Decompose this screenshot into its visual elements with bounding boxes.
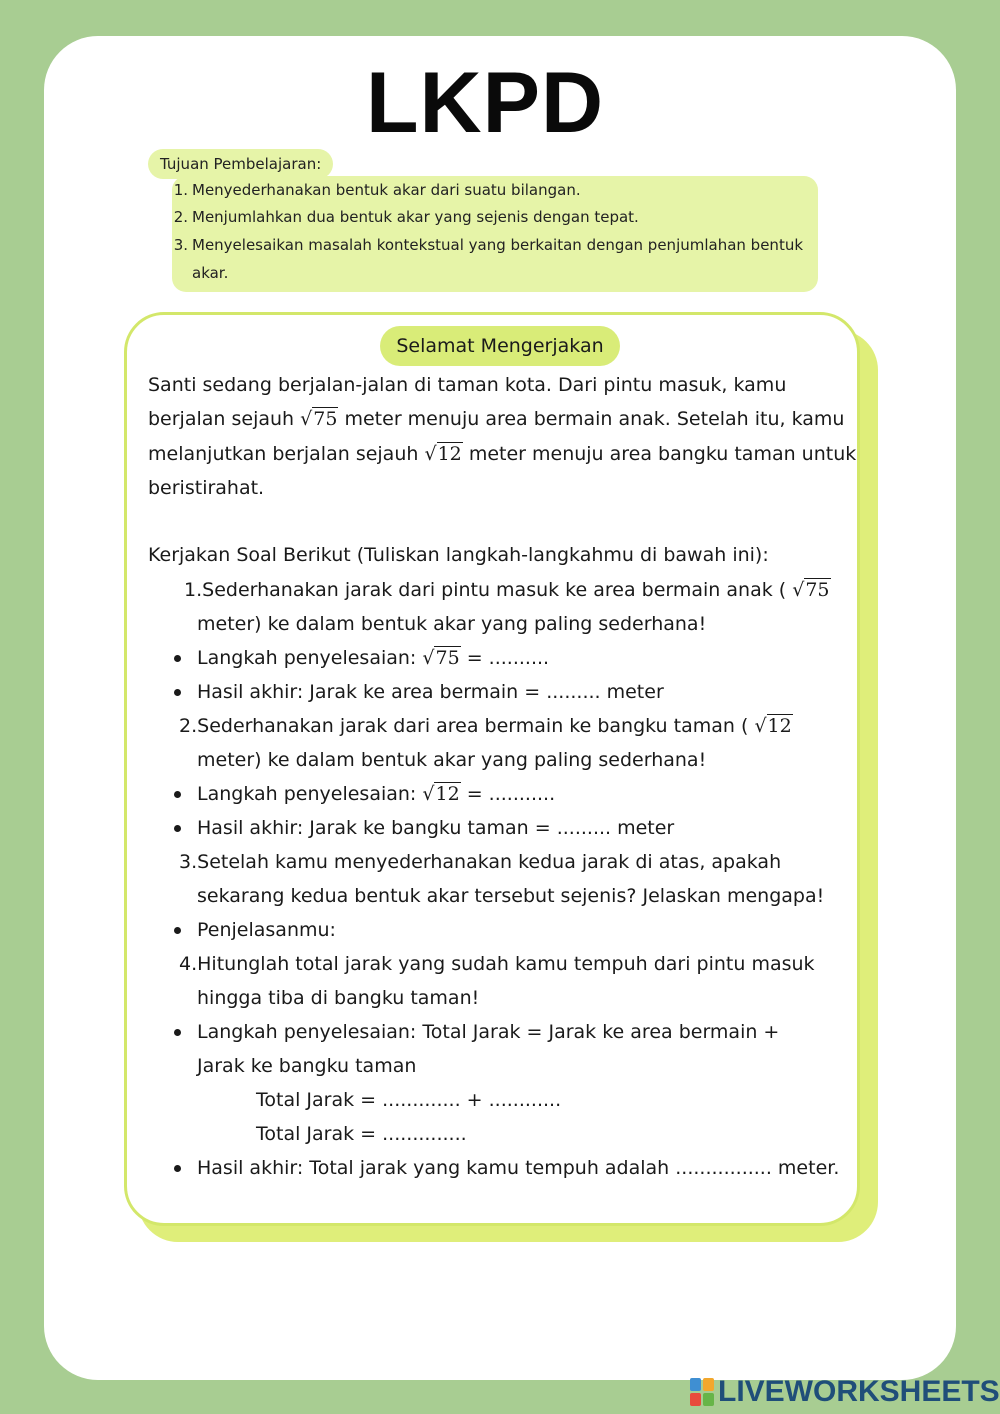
q2-step: Langkah penyelesaian: √12 = ........... <box>197 780 555 808</box>
question-1-cont: meter) ke dalam bentuk akar yang paling sederhana! <box>197 613 707 635</box>
objective-item: 1. Menyederhanakan bentuk akar dari suatu bilangan. <box>173 181 581 199</box>
story-line: Santi sedang berjalan-jalan di taman kota. Dari pintu masuk, kamu <box>148 374 787 396</box>
q1-result: Hasil akhir: Jarak ke area bermain = ......... meter <box>197 678 664 706</box>
q4-total-sum: Total Jarak = ............. + ............ <box>256 1089 562 1111</box>
question-1: 1.Sederhanakan jarak dari pintu masuk ke area bermain anak ( √75 <box>184 579 830 601</box>
objective-item: akar. <box>192 264 229 282</box>
q4-step-cont: Jarak ke bangku taman <box>197 1055 417 1077</box>
q1-step: Langkah penyelesaian: √75 = .......... <box>197 644 549 672</box>
q4-step: Langkah penyelesaian: Total Jarak = Jarak ke area bermain + <box>197 1018 779 1046</box>
story-line: beristirahat. <box>148 477 265 499</box>
story-line: melanjutkan berjalan sejauh √12 meter menuju area bangku taman untuk <box>148 443 857 465</box>
q4-total: Total Jarak = .............. <box>256 1123 467 1145</box>
liveworksheets-logo-icon <box>690 1378 714 1406</box>
sqrt-12: √12 <box>754 715 792 737</box>
greeting-badge: Selamat Mengerjakan <box>380 326 620 366</box>
q2-result: Hasil akhir: Jarak ke bangku taman = ......... meter <box>197 814 674 842</box>
objective-item: 2. Menjumlahkan dua bentuk akar yang sejenis dengan tepat. <box>173 208 639 226</box>
question-2: 2.Sederhanakan jarak dari area bermain ke bangku taman ( √12 <box>179 715 792 737</box>
sqrt-75: √75 <box>792 579 830 601</box>
story-line: berjalan sejauh √75 meter menuju area bermain anak. Setelah itu, kamu <box>148 408 845 430</box>
page-title: LKPD <box>365 55 605 151</box>
q3-answer: Penjelasanmu: <box>197 916 336 944</box>
question-4-cont: hingga tiba di bangku taman! <box>197 987 480 1009</box>
sqrt-12: √12 <box>424 443 462 465</box>
objectives-heading: Tujuan Pembelajaran: <box>148 149 333 179</box>
q4-result: Hasil akhir: Total jarak yang kamu tempuh adalah ................ meter. <box>197 1154 839 1182</box>
sqrt-75: √75 <box>300 408 338 430</box>
instructions: Kerjakan Soal Berikut (Tuliskan langkah-langkahmu di bawah ini): <box>148 544 769 566</box>
brand-name: LIVEWORKSHEETS <box>718 1375 1000 1408</box>
question-2-cont: meter) ke dalam bentuk akar yang paling sederhana! <box>197 749 707 771</box>
objective-item: 3. Menyelesaikan masalah kontekstual yang berkaitan dengan penjumlahan bentuk <box>173 236 804 254</box>
question-3-cont: sekarang kedua bentuk akar tersebut sejenis? Jelaskan mengapa! <box>197 885 825 907</box>
sqrt-12: √12 <box>422 783 460 805</box>
liveworksheets-logo <box>690 1374 1000 1410</box>
question-3: 3.Setelah kamu menyederhanakan kedua jarak di atas, apakah <box>179 851 782 873</box>
question-4: 4.Hitunglah total jarak yang sudah kamu tempuh dari pintu masuk <box>179 953 815 975</box>
sqrt-75: √75 <box>422 647 460 669</box>
